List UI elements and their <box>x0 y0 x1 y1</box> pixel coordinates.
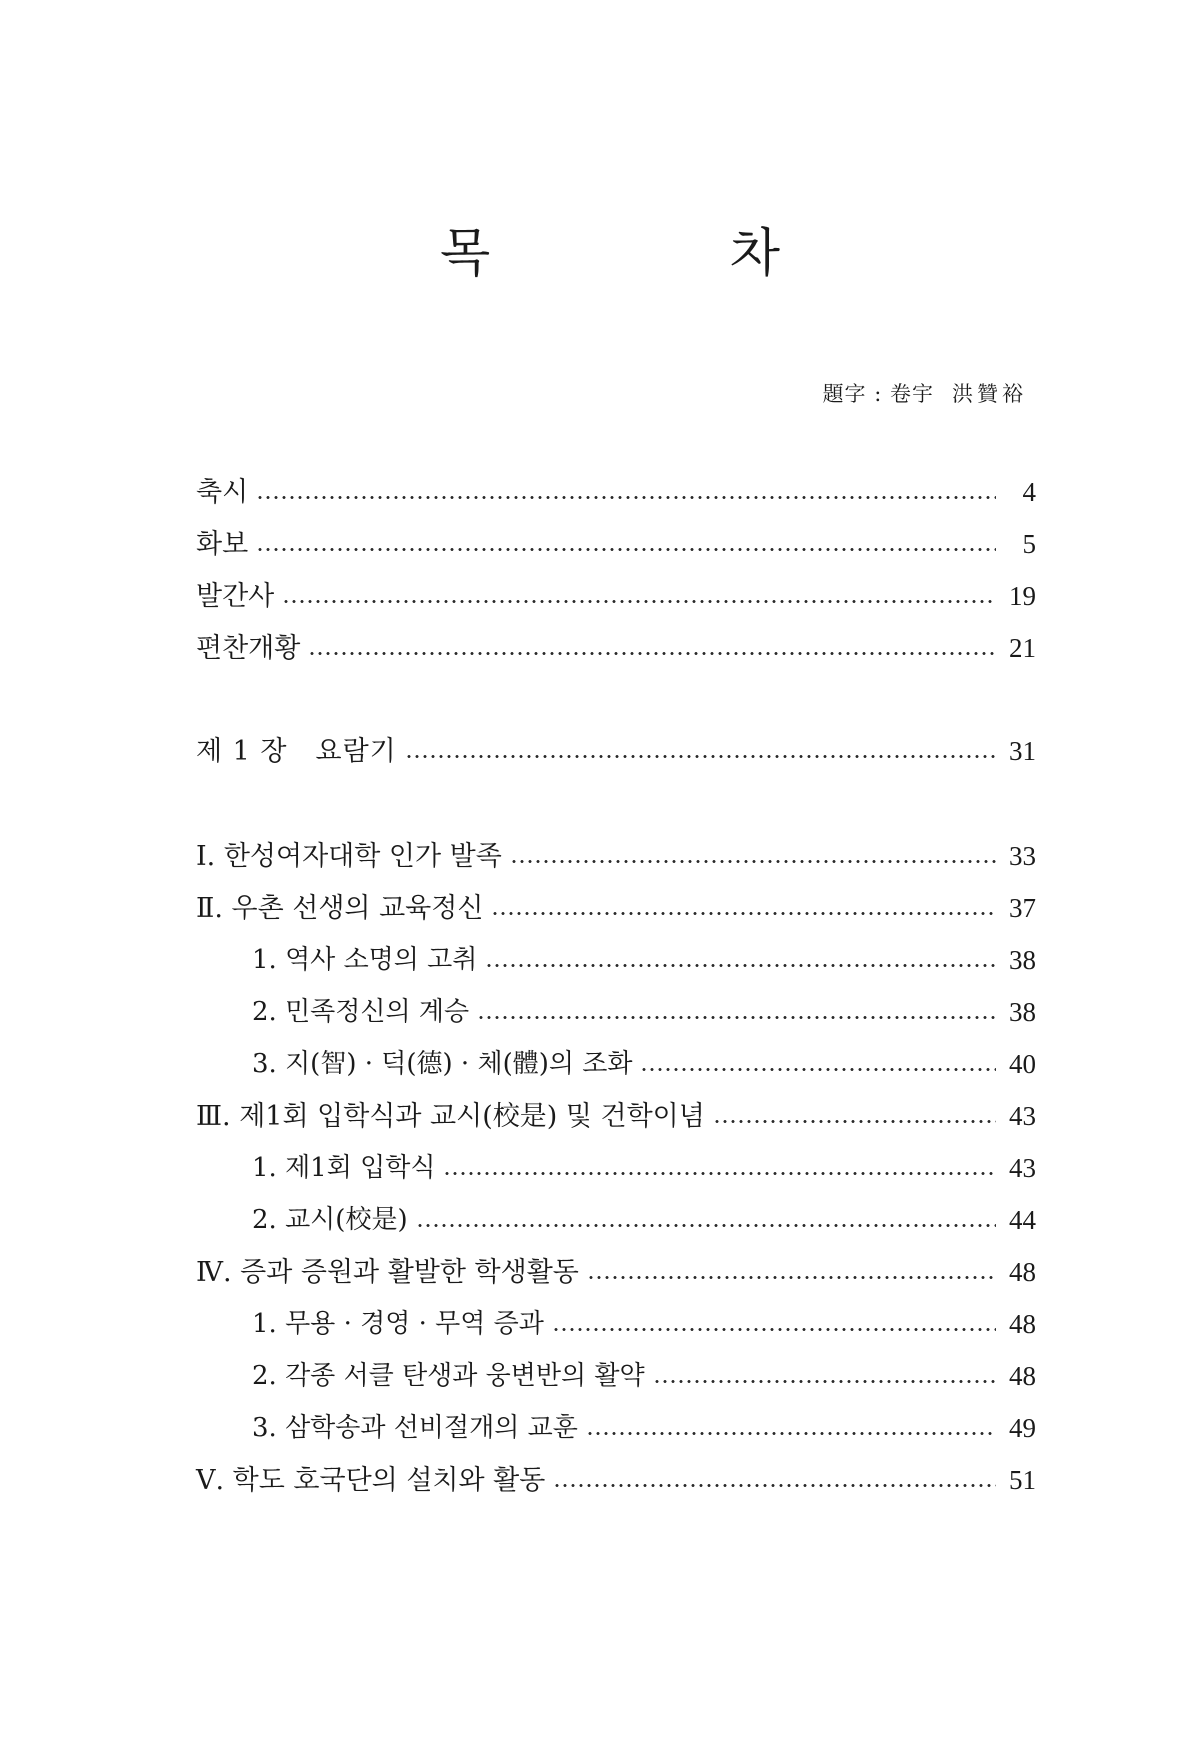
toc-entry-page: 40 <box>1009 1048 1036 1079</box>
leader-dots <box>587 1276 996 1279</box>
toc-section-5[interactable] <box>196 1460 1036 1500</box>
leader-dots <box>416 1224 996 1227</box>
toc-entry-label: 2. 각종 서클 탄생과 웅변반의 활약 <box>252 1361 645 1391</box>
toc-entry-label: 1. 역사 소명의 고취 <box>252 945 478 975</box>
leader-dots <box>256 548 996 551</box>
toc-entry-page: 21 <box>1009 632 1036 663</box>
toc-entry-front-4[interactable] <box>196 628 1036 668</box>
page-title <box>440 224 780 284</box>
toc-entry-page: 4 <box>1022 476 1036 507</box>
leader-dots <box>640 1068 996 1071</box>
toc-entry-label: 2. 민족정신의 계승 <box>252 997 470 1027</box>
leader-dots <box>405 755 996 758</box>
toc-entry-label: 축시 <box>196 476 249 508</box>
toc-entry-label: Ⅲ. 제1회 입학식과 교시(校是) 및 건학이념 <box>196 1100 705 1132</box>
toc-entry-label: 화보 <box>196 528 249 560</box>
toc-entry-front-1[interactable] <box>196 472 1036 512</box>
leader-dots <box>586 1432 996 1435</box>
leader-dots <box>282 600 996 603</box>
toc-entry-label: 1. 제1회 입학식 <box>252 1153 436 1183</box>
leader-dots <box>553 1484 996 1487</box>
toc-section-4[interactable] <box>196 1252 1036 1292</box>
chapter-label <box>196 735 405 767</box>
toc-entry-page: 48 <box>1009 1308 1036 1339</box>
toc-entry-page: 48 <box>1009 1360 1036 1391</box>
calligraphy-credit <box>823 378 1027 408</box>
toc-entry-page: 43 <box>1009 1100 1036 1131</box>
leader-dots <box>653 1380 996 1383</box>
toc-entry-label: 2. 교시(校是) <box>252 1205 408 1235</box>
leader-dots <box>477 1016 996 1019</box>
toc-entry-label: Ⅰ. 한성여자대학 인가 발족 <box>196 840 502 872</box>
toc-entry-front-2[interactable] <box>196 524 1036 564</box>
toc-chapter-1[interactable] <box>196 731 1036 771</box>
leader-dots <box>510 860 996 863</box>
toc-entry-label: 3. 지(智) · 덕(德) · 체(體)의 조화 <box>252 1049 633 1079</box>
toc-entry-page: 5 <box>1022 528 1036 559</box>
title-char-1: 목 <box>440 224 491 284</box>
title-char-2: 차 <box>729 224 780 284</box>
toc-entry-page: 49 <box>1009 1412 1036 1443</box>
leader-dots <box>256 496 996 499</box>
toc-entry-label: 편찬개황 <box>196 632 301 664</box>
toc-subsection-2-2[interactable] <box>252 992 1036 1032</box>
calligraphy-prefix: 題字 : 卷宇 <box>822 382 934 406</box>
toc-subsection-4-3[interactable] <box>252 1408 1036 1448</box>
toc-entry-page: 38 <box>1009 996 1036 1027</box>
toc-subsection-2-1[interactable] <box>252 940 1036 980</box>
leader-dots <box>308 652 996 655</box>
toc-entry-page: 31 <box>1009 735 1036 766</box>
toc-entry-label: Ⅴ. 학도 호국단의 설치와 활동 <box>196 1464 546 1496</box>
toc-entry-page: 19 <box>1009 580 1036 611</box>
toc-subsection-4-2[interactable] <box>252 1356 1036 1396</box>
leader-dots <box>552 1328 996 1331</box>
toc-subsection-3-1[interactable] <box>252 1148 1036 1188</box>
toc-entry-label: 3. 삼학송과 선비절개의 교훈 <box>252 1413 578 1443</box>
toc-entry-page: 51 <box>1009 1464 1036 1495</box>
toc-entry-page: 37 <box>1009 892 1036 923</box>
leader-dots <box>491 912 996 915</box>
toc-entry-page: 48 <box>1009 1256 1036 1287</box>
leader-dots <box>443 1172 996 1175</box>
leader-dots <box>713 1120 996 1123</box>
toc-subsection-3-2[interactable] <box>252 1200 1036 1240</box>
toc-entry-page: 33 <box>1009 840 1036 871</box>
toc-entry-front-3[interactable] <box>196 576 1036 616</box>
toc-section-2[interactable] <box>196 888 1036 928</box>
toc-entry-label: Ⅳ. 증과 증원과 활발한 학생활동 <box>196 1256 579 1288</box>
chapter-title: 요람기 <box>315 735 397 767</box>
toc-subsection-2-3[interactable] <box>252 1044 1036 1084</box>
toc-entry-page: 44 <box>1009 1204 1036 1235</box>
toc-entry-label: 1. 무용 · 경영 · 무역 증과 <box>252 1309 544 1339</box>
toc-section-1[interactable] <box>196 836 1036 876</box>
toc-entry-page: 43 <box>1009 1152 1036 1183</box>
toc-entry-page: 38 <box>1009 944 1036 975</box>
toc-section-3[interactable] <box>196 1096 1036 1136</box>
leader-dots <box>485 964 996 967</box>
chapter-number: 제 1 장 <box>196 735 288 767</box>
toc-subsection-4-1[interactable] <box>252 1304 1036 1344</box>
calligrapher-name: 洪贊裕 <box>952 382 1027 406</box>
toc-entry-label: Ⅱ. 우촌 선생의 교육정신 <box>196 892 484 924</box>
toc-entry-label: 발간사 <box>196 580 275 612</box>
